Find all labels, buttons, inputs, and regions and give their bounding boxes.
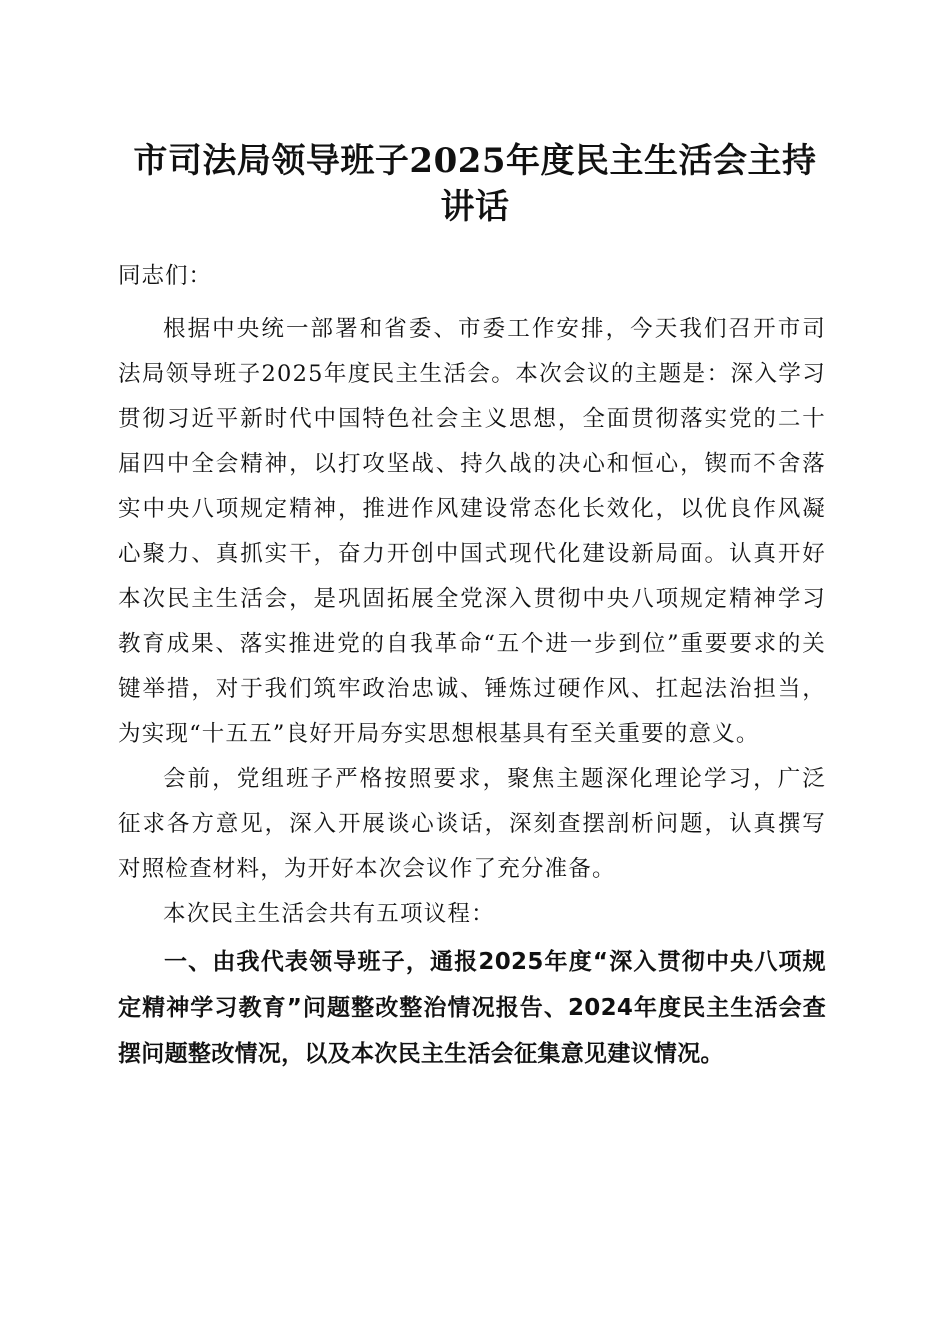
document-title: 市司法局领导班子2025年度民主生活会主持讲话 [133,141,817,227]
greeting: 同志们： [118,263,213,289]
paragraph-preparation: 会前，党组班子严格按照要求，聚焦主题深化理论学习，广泛征求各方意见，深入开展谈心谈话，深刻查摆剖析问题，认真撰写对照检查材料，为开好本次会议作了充分准备。 [118,766,826,882]
agenda-item-1: 一、由我代表领导班子，通报2025年度“深入贯彻中央八项规定精神学习教育”问题整改整治情况报告、2024年度民主生活会查摆问题整改情况，以及本次民主生活会征集意见建议情况。 [118,949,826,1067]
document-body [118,254,826,1077]
paragraph-intro: 根据中央统一部署和省委、市委工作安排，今天我们召开市司法局领导班子2025年度民主生活会。本次会议的主题是：深入学习贯彻习近平新时代中国特色社会主义思想，全面贯彻落实党的二十届四中全会精神，以打攻坚战、持久战的决心和恒心，锲而不舍落实中央八项规定精神，推进作风建设常态化长效化，以优良作风凝心聚力、真抓实干，奋力开创中国式现代化建设新局面。认真开好本次民主生活会，是巩固拓展全党深入贯彻中央八项规定精神学习教育成果、落实推进党的自我革命“五个进一步到位”重要要求的关键举措，对于我们筑牢政治忠诚、锤炼过硬作风、扛起法治担当，为实现“十五五”良好开局夯实思想根基具有至关重要的意义。 [118,316,826,747]
paragraph-agenda-intro: 本次民主生活会共有五项议程： [163,901,495,927]
